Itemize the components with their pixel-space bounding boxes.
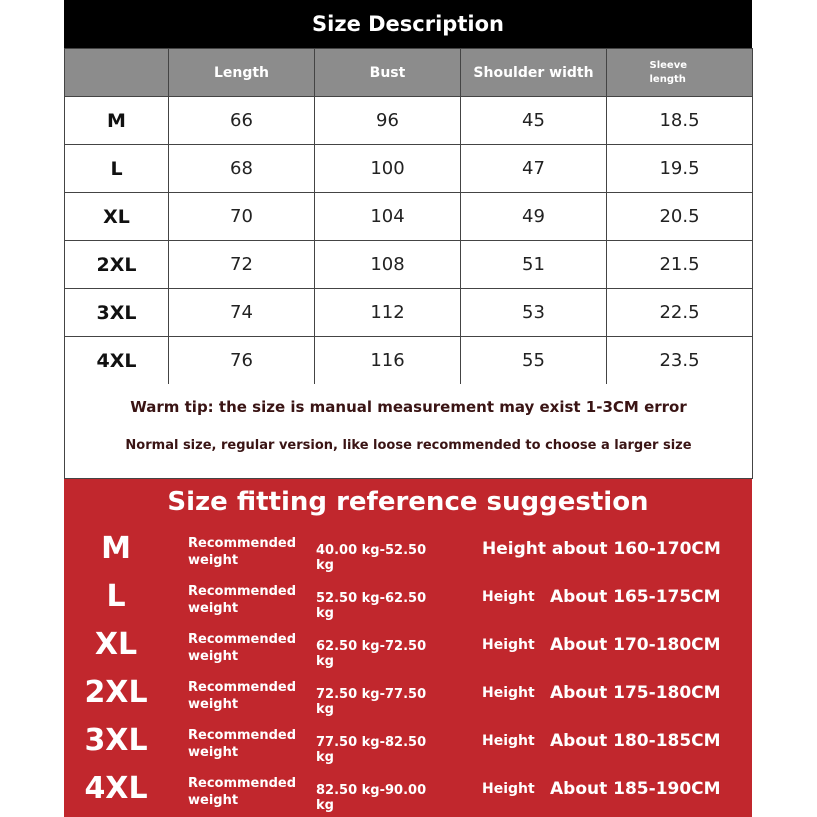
weight-range: 62.50 kg-72.50 kg	[316, 639, 427, 669]
fitting-row	[64, 719, 752, 767]
fitting-row	[64, 671, 752, 719]
fitting-size: L	[106, 579, 126, 614]
bust-cell: 100	[315, 145, 461, 193]
fitting-row	[64, 623, 752, 671]
weight-label: Recommended weight	[188, 536, 297, 568]
size-cell: 2XL	[65, 241, 169, 289]
height-range: Height about 160-170CM	[482, 539, 721, 559]
bust-cell: 116	[315, 337, 461, 385]
weight-label: Recommended weight	[188, 584, 297, 616]
length-cell: 66	[169, 97, 315, 145]
table-header-row	[65, 49, 753, 97]
fitting-size: M	[101, 531, 131, 566]
length-cell: 72	[169, 241, 315, 289]
size-cell: 3XL	[65, 289, 169, 337]
height-range: About 180-185CM	[550, 731, 721, 751]
size-cell: M	[65, 97, 169, 145]
weight-label: Recommended weight	[188, 632, 297, 664]
weight-range: 77.50 kg-82.50 kg	[316, 735, 427, 765]
table-row	[65, 289, 753, 337]
tips-box	[64, 384, 753, 479]
page-title: Size Description	[64, 0, 752, 48]
table-row	[65, 337, 753, 385]
shoulder-cell: 49	[461, 193, 607, 241]
fitting-size: XL	[94, 627, 138, 662]
table-row	[65, 97, 753, 145]
table-row	[65, 241, 753, 289]
bust-cell: 108	[315, 241, 461, 289]
height-range: About 170-180CM	[550, 635, 721, 655]
size-advice: Normal size, regular version, like loose recommended to choose a larger size	[125, 438, 692, 453]
height-range: About 175-180CM	[550, 683, 721, 703]
fitting-title: Size fitting reference suggestion	[167, 487, 649, 517]
warm-tip: Warm tip: the size is manual measurement may exist 1-3CM error	[130, 398, 687, 416]
length-cell: 74	[169, 289, 315, 337]
shoulder-cell: 53	[461, 289, 607, 337]
weight-range: 82.50 kg-90.00 kg	[316, 783, 427, 813]
fitting-size: 3XL	[84, 723, 148, 758]
fitting-row	[64, 767, 752, 815]
sleeve-cell: 23.5	[607, 337, 753, 385]
weight-label: Recommended weight	[188, 776, 297, 808]
header-size	[65, 49, 169, 97]
bust-cell: 104	[315, 193, 461, 241]
size-cell: 4XL	[65, 337, 169, 385]
shoulder-cell: 45	[461, 97, 607, 145]
fitting-row	[64, 527, 752, 575]
fitting-panel	[64, 479, 752, 817]
height-label: Height	[482, 637, 535, 653]
weight-range: 72.50 kg-77.50 kg	[316, 687, 427, 717]
length-cell: 76	[169, 337, 315, 385]
shoulder-cell: 47	[461, 145, 607, 193]
sleeve-cell: 21.5	[607, 241, 753, 289]
height-label: Height	[482, 589, 535, 605]
sleeve-cell: 19.5	[607, 145, 753, 193]
table-row	[65, 193, 753, 241]
shoulder-cell: 51	[461, 241, 607, 289]
shoulder-cell: 55	[461, 337, 607, 385]
height-range: About 165-175CM	[550, 587, 721, 607]
fitting-row	[64, 575, 752, 623]
size-cell: XL	[65, 193, 169, 241]
size-chart	[64, 0, 752, 817]
height-label: Height	[482, 733, 535, 749]
sleeve-cell: 18.5	[607, 97, 753, 145]
length-cell: 70	[169, 193, 315, 241]
size-cell: L	[65, 145, 169, 193]
header-sleeve-length: Sleeve length	[607, 49, 753, 97]
weight-label: Recommended weight	[188, 680, 297, 712]
sleeve-cell: 22.5	[607, 289, 753, 337]
height-label: Height	[482, 781, 535, 797]
length-cell: 68	[169, 145, 315, 193]
bust-cell: 112	[315, 289, 461, 337]
fitting-size: 4XL	[84, 771, 148, 806]
fitting-size: 2XL	[84, 675, 148, 710]
header-length: Length	[169, 49, 315, 97]
bust-cell: 96	[315, 97, 461, 145]
size-table	[64, 48, 753, 385]
weight-range: 40.00 kg-52.50 kg	[316, 543, 427, 573]
weight-range: 52.50 kg-62.50 kg	[316, 591, 427, 621]
table-row	[65, 145, 753, 193]
sleeve-cell: 20.5	[607, 193, 753, 241]
weight-label: Recommended weight	[188, 728, 297, 760]
header-shoulder-width: Shoulder width	[461, 49, 607, 97]
height-range: About 185-190CM	[550, 779, 721, 799]
height-label: Height	[482, 685, 535, 701]
header-bust: Bust	[315, 49, 461, 97]
